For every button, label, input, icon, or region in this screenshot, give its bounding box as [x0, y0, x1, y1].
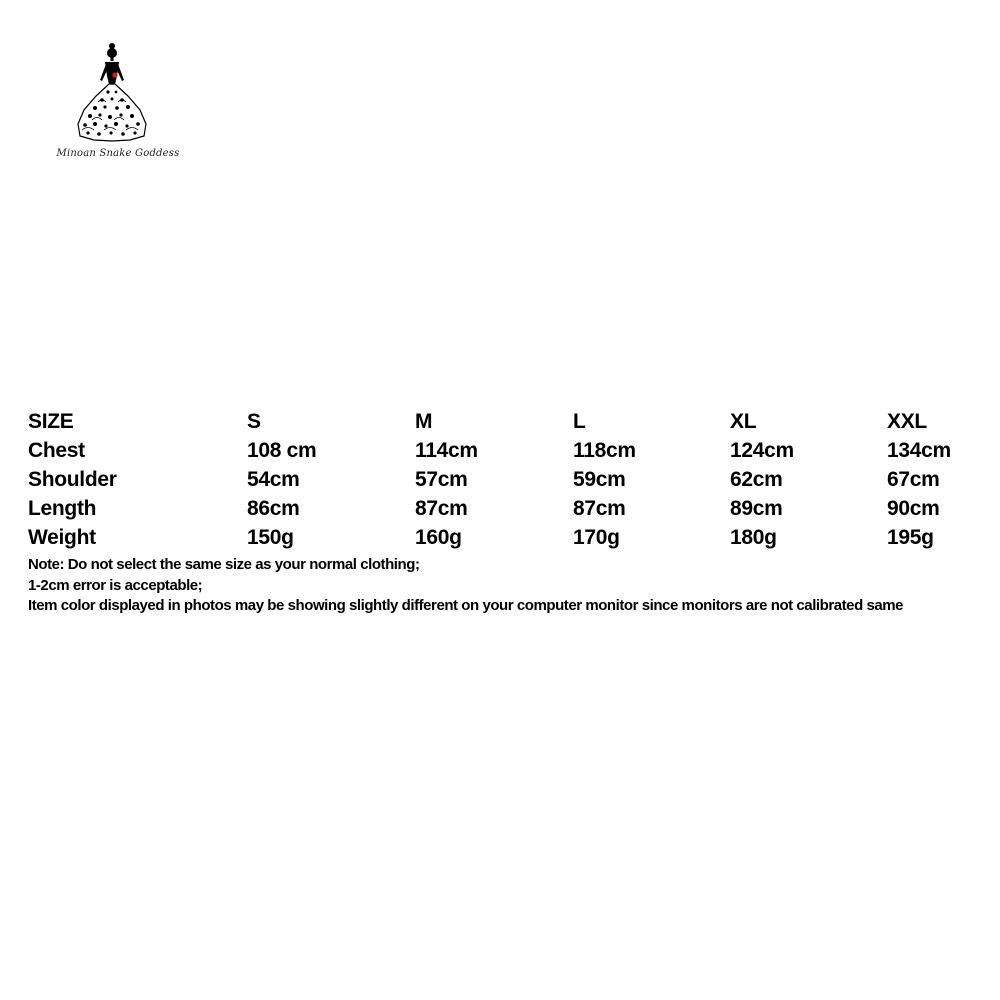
header-cell: M — [415, 409, 433, 433]
table-cell: 62cm — [730, 467, 783, 491]
table-cell: 87cm — [573, 496, 626, 520]
note-line: Item color displayed in photos may be showing slightly different on your computer monitor since monitors are not calibrated same — [28, 597, 904, 614]
table-cell: 67cm — [887, 467, 940, 491]
size-chart-table — [28, 407, 987, 552]
table-row — [28, 436, 987, 465]
table-cell: 170g — [573, 525, 620, 549]
table-cell: 150g — [247, 525, 294, 549]
note-line: 1-2cm error is acceptable; — [28, 576, 203, 594]
table-cell: 108 cm — [247, 438, 317, 462]
table-cell: 160g — [415, 525, 462, 549]
table-row — [28, 465, 987, 494]
size-header-row — [28, 407, 987, 436]
table-cell: 118cm — [573, 438, 636, 462]
dress-silhouette-icon — [68, 40, 168, 145]
note-line: Note: Do not select the same size as your normal clothing; — [28, 556, 420, 573]
table-cell: 59cm — [573, 467, 626, 491]
table-row — [28, 494, 987, 523]
notes-section — [28, 555, 993, 617]
brand-logo — [48, 40, 188, 165]
table-cell: 87cm — [415, 496, 468, 520]
header-cell: SIZE — [28, 409, 74, 433]
row-label: Weight — [28, 525, 96, 549]
brand-name: Minoan Snake Goddess — [56, 148, 180, 159]
row-label: Length — [28, 496, 97, 520]
header-cell: S — [247, 409, 261, 433]
table-cell: 114cm — [415, 438, 478, 462]
header-cell: XXL — [887, 409, 927, 433]
header-cell: XL — [730, 409, 757, 433]
table-cell: 134cm — [887, 438, 951, 462]
table-cell: 54cm — [247, 467, 300, 491]
table-cell: 57cm — [415, 467, 468, 491]
row-label: Shoulder — [28, 467, 117, 491]
header-cell: L — [573, 409, 586, 433]
table-cell: 195g — [887, 525, 934, 549]
table-cell: 180g — [730, 525, 777, 549]
table-cell: 86cm — [247, 496, 300, 520]
table-cell: 89cm — [730, 496, 783, 520]
table-cell: 90cm — [887, 496, 940, 520]
table-cell: 124cm — [730, 438, 794, 462]
row-label: Chest — [28, 438, 85, 462]
table-row — [28, 523, 987, 552]
